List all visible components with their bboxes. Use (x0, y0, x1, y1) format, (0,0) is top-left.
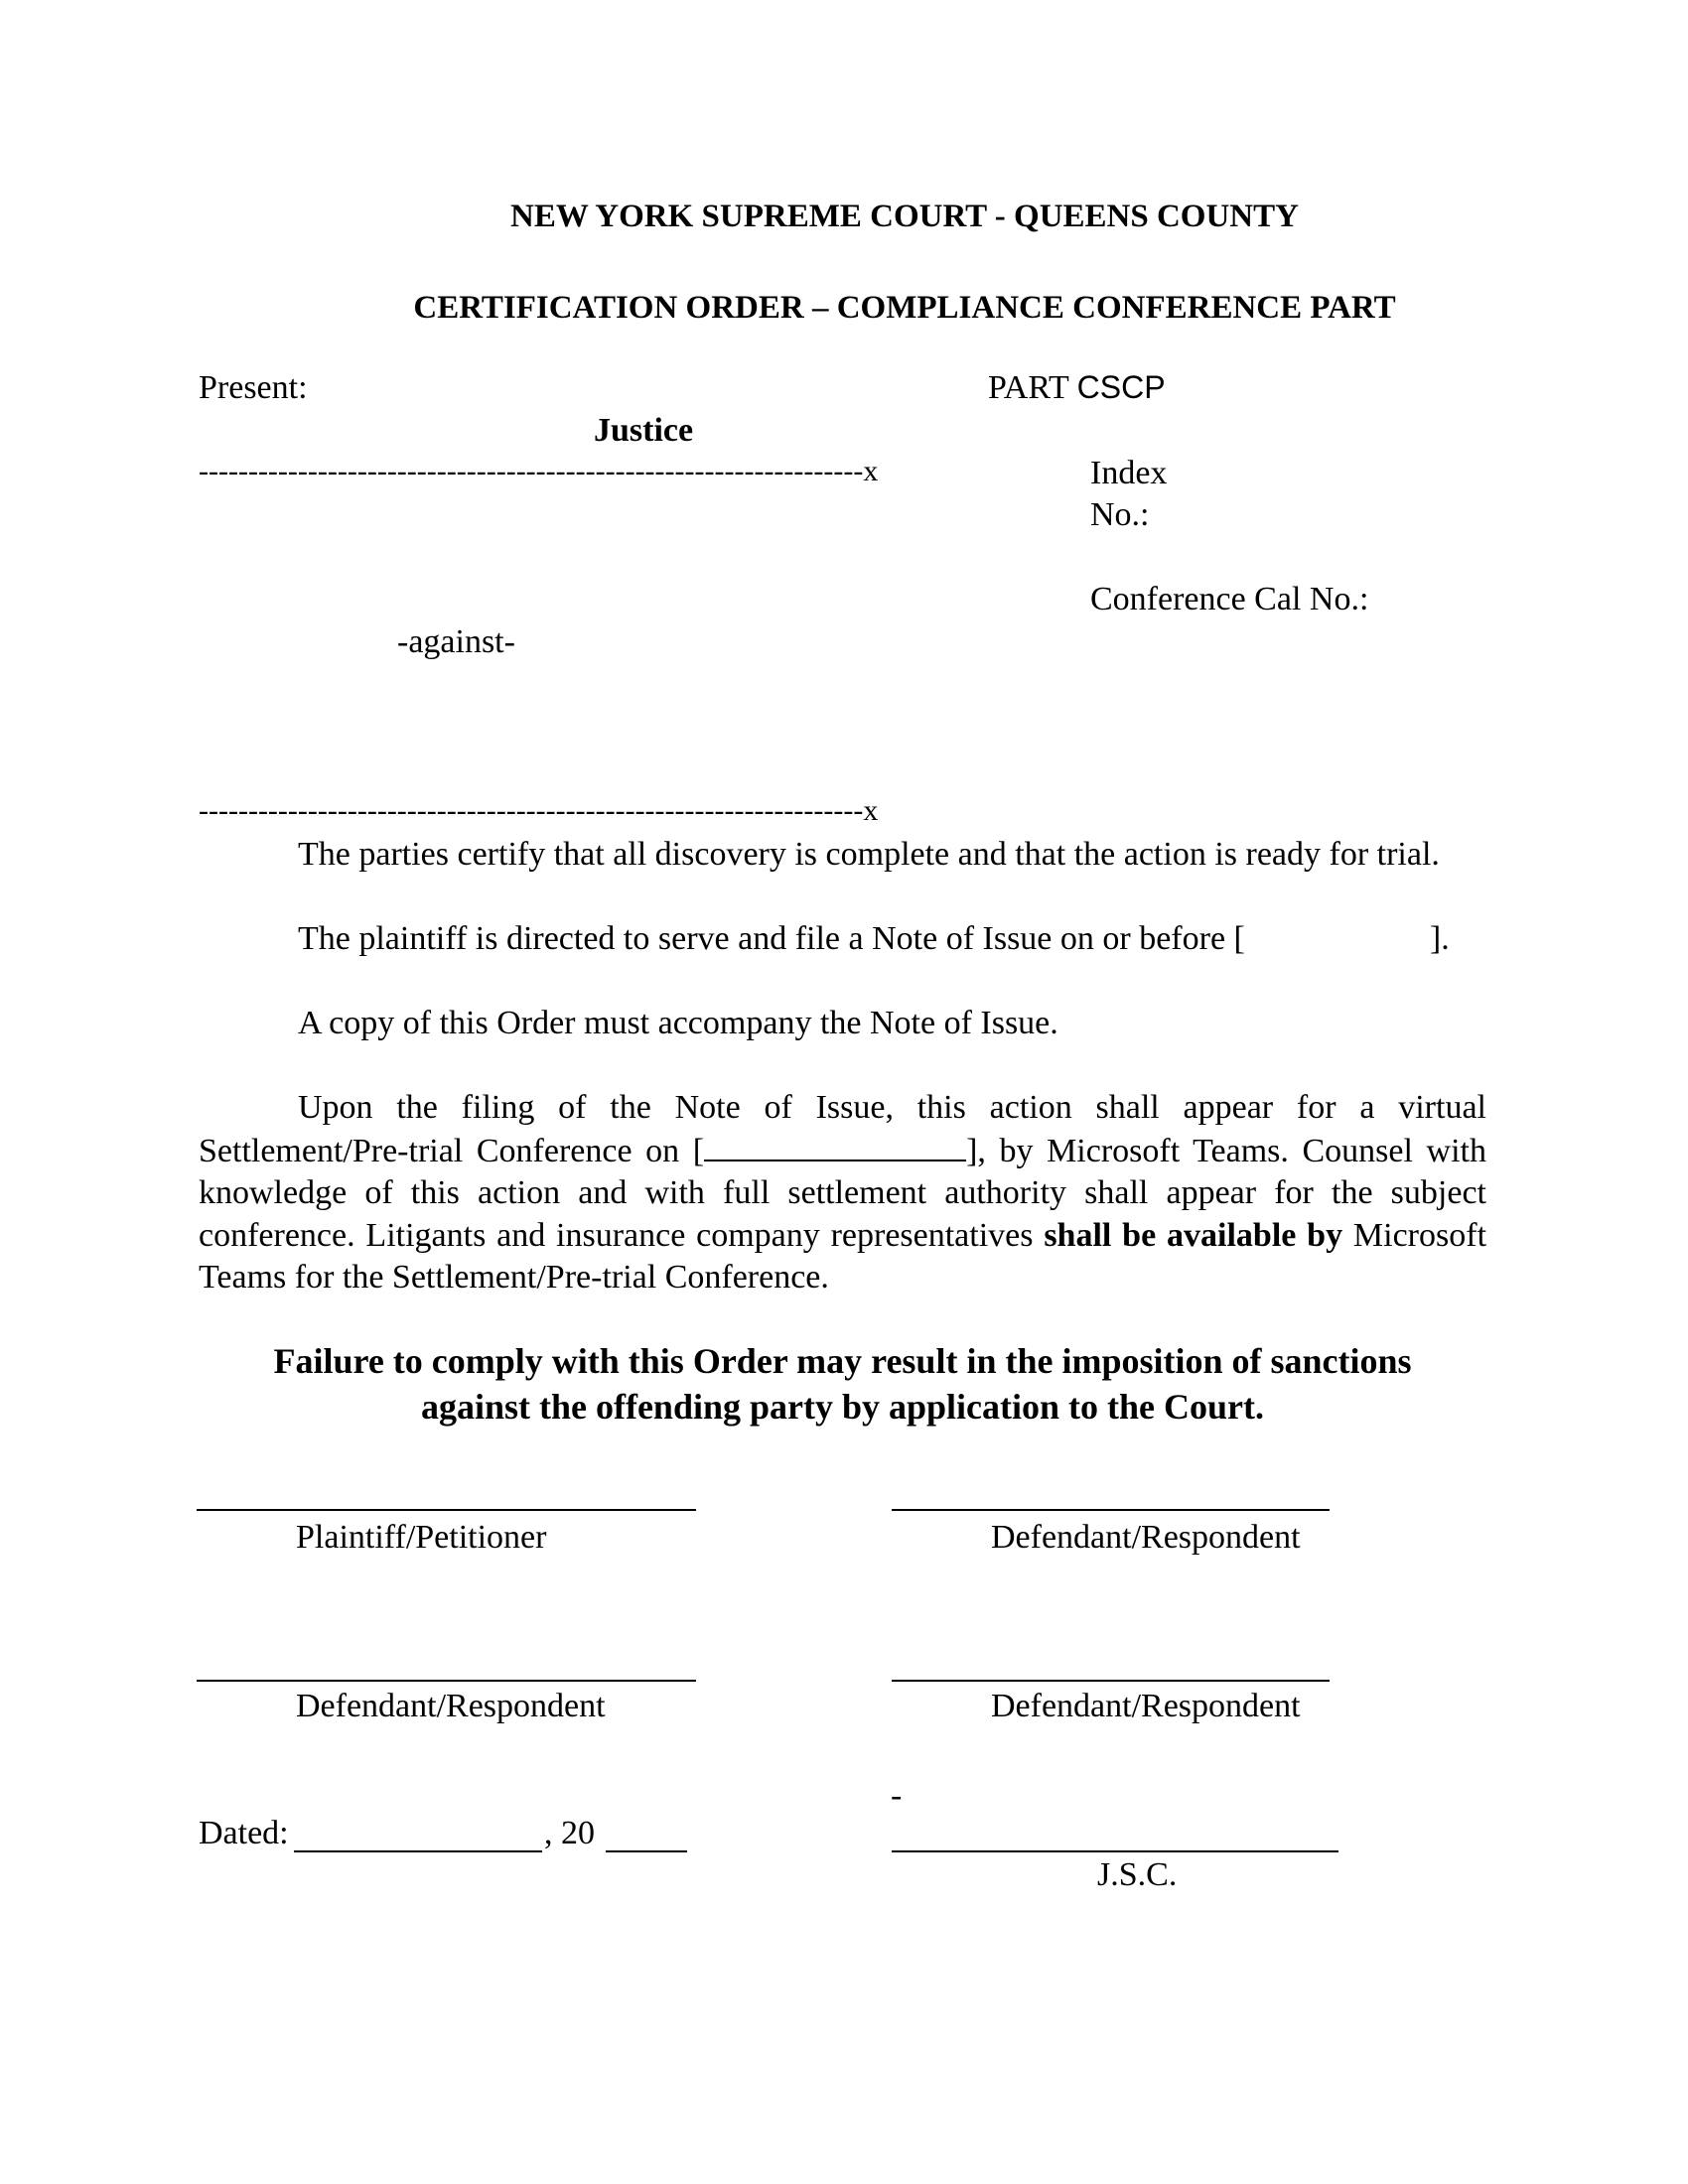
p2-period: . (1441, 920, 1450, 957)
signature-line-justice[interactable] (892, 1850, 1338, 1852)
signature-label-defendant-1: Defendant/Respondent (991, 1519, 1301, 1556)
sanctions-warning (199, 1338, 1486, 1430)
signature-label-defendant-3: Defendant/Respondent (991, 1688, 1301, 1724)
signature-line-plaintiff[interactable] (197, 1509, 696, 1511)
against-label: -against- (397, 623, 515, 660)
part-prefix: PART (988, 369, 1077, 406)
paragraph-note-of-issue (199, 918, 1486, 961)
bracket-open: [ (1233, 920, 1245, 957)
warning-line-2: against the offending party by application to the Court. (420, 1387, 1265, 1427)
present-label: Present: (199, 369, 308, 406)
index-number-label-2: No.: (1090, 496, 1150, 533)
justice-label: Justice (594, 412, 694, 449)
signature-line-defendant-2[interactable] (197, 1680, 696, 1682)
conference-cal-label: Conference Cal No.: (1090, 581, 1369, 617)
year-prefix: , 20 (544, 1815, 595, 1851)
paragraph-copy-of-order: A copy of this Order must accompany the Note of Issue. (298, 1005, 1058, 1041)
dated-date-field[interactable] (294, 1850, 542, 1852)
paragraph-discovery-complete: The parties certify that all discovery is complete and that the action is ready for trial. (298, 836, 1440, 873)
signature-line-defendant-3[interactable] (892, 1680, 1330, 1682)
court-title: NEW YORK SUPREME COURT - QUEENS COUNTY (510, 199, 1299, 234)
p4-text-b: ], by Microsoft Teams. Counsel with knowledge of this action and with full settlement authority shall appear for the subject conference. Litigants and insurance company representatives (199, 1132, 1486, 1254)
caption-divider-bottom: -------------------------------------------------------------------x (199, 794, 879, 827)
p2-date-field[interactable] (1234, 920, 1442, 957)
conference-date-field[interactable] (704, 1130, 966, 1161)
index-number-label: Index (1090, 455, 1168, 491)
signature-label-defendant-2: Defendant/Respondent (296, 1688, 606, 1724)
p4-text-c: Microsoft Teams for the Settlement/Pre-trial Conference. (199, 1216, 1487, 1296)
warning-line-1: Failure to comply with this Order may result in the imposition of sanctions (273, 1341, 1412, 1381)
signature-label-plaintiff: Plaintiff/Petitioner (296, 1519, 547, 1556)
dated-year-field[interactable] (606, 1850, 687, 1852)
dated-label: Dated: (199, 1815, 289, 1851)
p4-text-a: Upon the filing of the Note of Issue, this action shall appear for a virtual Settlement/Pre-trial Conference on [ (199, 1089, 1486, 1169)
bracket-close: ] (1429, 920, 1442, 957)
p2-text: The plaintiff is directed to serve and file a Note of Issue on or before (298, 920, 1234, 957)
signature-line-defendant-1[interactable] (892, 1509, 1330, 1511)
jsc-label: J.S.C. (1097, 1856, 1178, 1893)
caption-divider-top: -------------------------------------------------------------------x (199, 455, 879, 487)
part-code: CSCP (1076, 369, 1166, 405)
dash-mark: - (891, 1777, 903, 1814)
order-title: CERTIFICATION ORDER – COMPLIANCE CONFERENCE PART (413, 290, 1396, 326)
paragraph-settlement-conference (199, 1087, 1486, 1299)
part-label (988, 369, 1166, 407)
p4-bold: shall be available by (1044, 1216, 1343, 1254)
